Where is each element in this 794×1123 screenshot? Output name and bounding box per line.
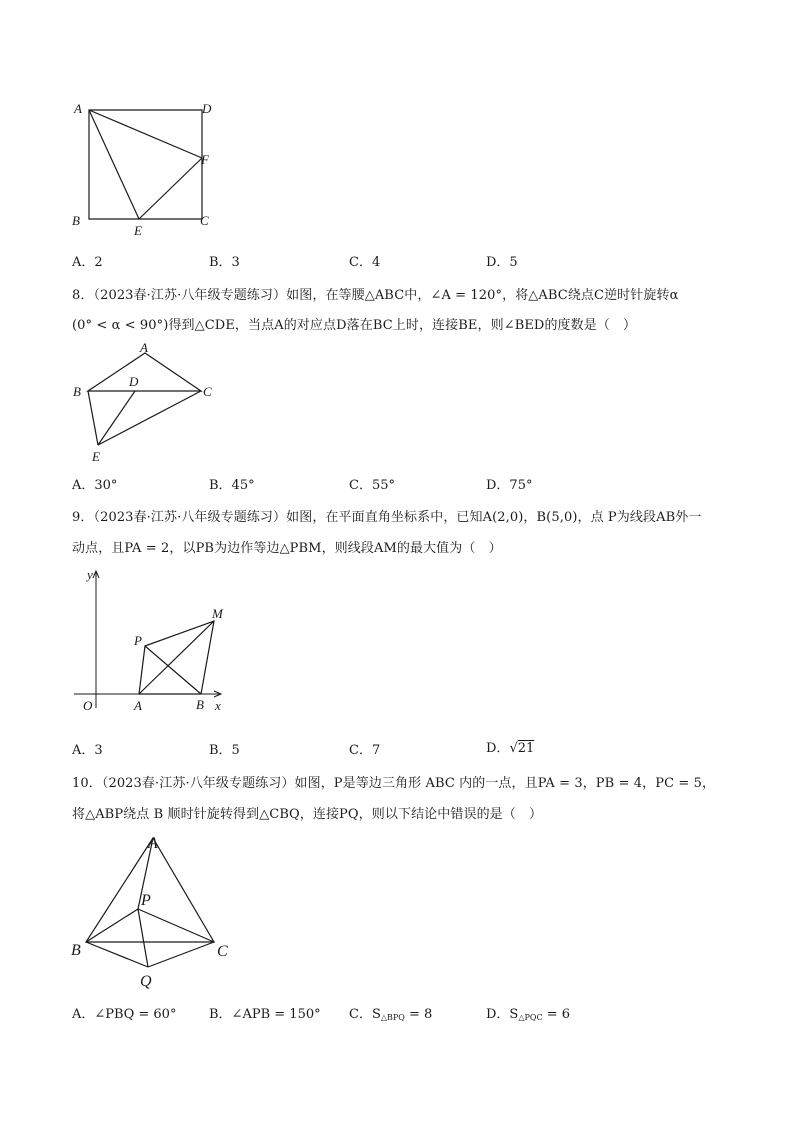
q9-option-d-radical: √ [509,741,518,756]
q9-option-c: C．7 [349,743,381,758]
q10-option-c-prefix: C．S [349,1007,381,1022]
q7-label-b: B [72,213,80,228]
q8-stem-line2: (0° < α < 90°)得到△CDE，当点A的对应点D落在BC上时，连接BE，则∠BED的度数是（ ） [72,318,637,333]
q7-label-e: E [134,223,142,238]
q9-label-p: P [134,633,142,648]
q10-option-c-sub: △BPQ [380,1013,405,1022]
q9-option-d [486,737,534,756]
q10-label-q: Q [140,973,152,990]
q10-option-c-suffix: = 8 [404,1007,433,1022]
q9-label-a: A [134,698,142,713]
q10-segment-pc [138,909,214,942]
q8-option-c: C．55° [349,478,395,493]
q10-segment-bq [86,942,148,967]
q8-label-c: C [203,384,212,399]
q10-option-a: A．∠PBQ = 60° [72,1007,177,1022]
q7-option-b: B．3 [209,255,240,270]
q9-label-b: B [196,697,204,712]
q8-stem-line1: 8．（2023春·江苏·八年级专题练习）如图，在等腰△ABC中，∠A = 120°，将△ABC绕点C逆时针旋转α [72,288,679,303]
q10-segment-qc [148,942,214,967]
q8-label-d: D [129,374,139,389]
q10-option-d-suffix: = 6 [542,1007,570,1022]
q9-stem-line1: 9．（2023春·江苏·八年级专题练习）如图，在平面直角坐标系中，已知A(2,0)，B(5,0)，点 P为线段AB外一 [72,510,702,525]
q9-segment-pb [145,646,201,694]
q7-option-d: D．5 [486,255,518,270]
q8-segment-be [88,391,98,445]
q8-label-e: E [92,449,100,464]
q9-option-d-prefix: D． [486,741,510,756]
q10-option-d-sub: △PQC [518,1013,543,1022]
q8-option-b: B．45° [209,478,255,493]
q8-segment-ec [98,391,201,445]
q10-option-c [349,1003,432,1022]
q10-figure [68,830,238,992]
q10-label-c: C [217,943,228,960]
q7-segment-af [89,110,202,158]
q8-label-b: B [73,384,81,399]
q8-triangle-abc [88,353,201,391]
q8-option-d: D．75° [486,478,533,493]
q10-option-d [486,1003,570,1022]
q7-square [89,110,202,219]
q9-label-y: y [87,567,93,582]
q9-label-m: M [212,606,223,621]
q9-figure [70,562,240,717]
q8-segment-ed [98,391,135,445]
q9-stem-line2: 动点，且PA = 2，以PB为边作等边△PBM，则线段AM的最大值为（ ） [72,541,502,556]
q9-option-d-radicand: 21 [517,741,535,756]
q8-option-a: A．30° [72,478,118,493]
q10-segment-pq [138,909,148,967]
q9-label-o: O [83,698,93,713]
q10-segment-pb [86,909,138,942]
q7-option-a: A．2 [72,255,103,270]
q7-figure [70,98,220,238]
q10-stem-line1: 10．（2023春·江苏·八年级专题练习）如图，P是等边三角形 ABC 内的一点，且PA = 3，PB = 4，PC = 5， [72,776,716,791]
q10-label-b: B [71,942,81,959]
q9-label-x: x [215,698,221,713]
q8-label-a: A [140,340,148,355]
q7-label-d: D [202,101,212,116]
q10-stem-line2: 将△ABP绕点 B 顺时针旋转得到△CBQ，连接PQ，则以下结论中错误的是（ ） [72,807,543,822]
q7-label-f: F [201,152,209,167]
q7-segment-ef [139,158,202,219]
q10-label-p: P [141,892,151,909]
q7-option-c: C．4 [349,255,381,270]
q10-label-a: A [148,835,158,852]
q9-option-b: B．5 [209,743,240,758]
q10-option-b: B．∠APB = 150° [209,1007,321,1022]
q7-label-a: A [74,101,82,116]
q9-option-a: A．3 [72,743,103,758]
q8-figure [70,338,220,466]
q10-option-d-prefix: D．S [486,1007,519,1022]
q7-label-c: C [200,213,209,228]
q7-segment-ae [89,110,139,219]
